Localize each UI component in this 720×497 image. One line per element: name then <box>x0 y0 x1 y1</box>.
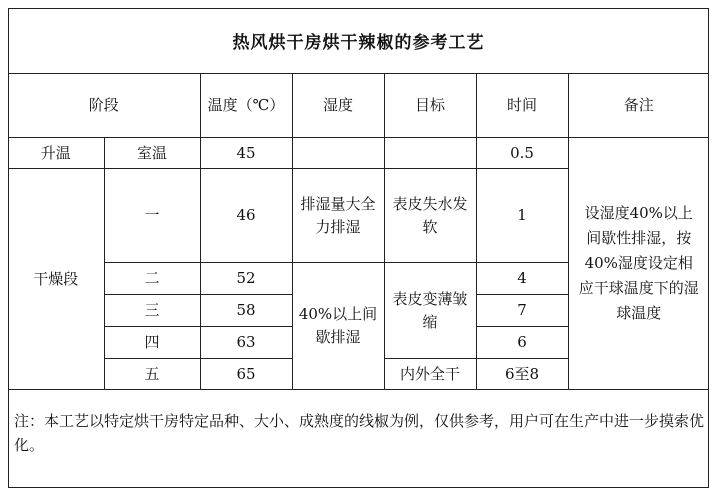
temperature-cell: 45 <box>200 138 292 169</box>
time-cell: 4 <box>476 263 568 295</box>
time-cell: 0.5 <box>476 138 568 169</box>
header-row <box>8 73 709 138</box>
footnote: 注：本工艺以特定烘干房特定品种、大小、成熟度的线椒为例，仅供参考，用户可在生产中进一步摸索优化。 <box>14 412 705 454</box>
temperature-cell: 63 <box>200 327 292 359</box>
substage-cell: 三 <box>104 295 200 327</box>
substage-cell: 五 <box>104 359 200 390</box>
temperature-cell: 58 <box>200 295 292 327</box>
substage-cell: 二 <box>104 263 200 295</box>
header-time: 时间 <box>476 73 568 138</box>
stage-heating: 升温 <box>8 138 104 169</box>
target-cell-empty <box>384 138 476 169</box>
substage-cell: 一 <box>104 169 200 263</box>
table-title: 热风烘干房烘干辣椒的参考工艺 <box>8 8 709 74</box>
time-cell: 6 <box>476 327 568 359</box>
target-cell-merged: 表皮变薄皱缩 <box>384 263 476 359</box>
substage-room-temp: 室温 <box>104 138 200 169</box>
remark-cell: 设湿度40%以上间歇性排湿，按40%湿度设定相应干球温度下的湿球温度 <box>568 138 709 390</box>
header-stage: 阶段 <box>8 73 200 138</box>
time-cell: 7 <box>476 295 568 327</box>
substage-cell: 四 <box>104 327 200 359</box>
target-cell: 内外全干 <box>384 359 476 390</box>
time-cell: 6至8 <box>476 359 568 390</box>
table-row <box>8 138 709 169</box>
target-cell: 表皮失水发软 <box>384 169 476 263</box>
time-cell: 1 <box>476 169 568 263</box>
temperature-cell: 52 <box>200 263 292 295</box>
humidity-cell-empty <box>292 138 384 169</box>
header-remark: 备注 <box>568 73 709 138</box>
process-table <box>8 73 709 390</box>
header-temperature: 温度（℃） <box>200 73 292 138</box>
temperature-cell: 65 <box>200 359 292 390</box>
stage-drying: 干燥段 <box>8 169 104 390</box>
header-humidity: 湿度 <box>292 73 384 138</box>
header-target: 目标 <box>384 73 476 138</box>
humidity-cell: 排湿量大全力排湿 <box>292 169 384 263</box>
humidity-cell-merged: 40%以上间歇排湿 <box>292 263 384 390</box>
temperature-cell: 46 <box>200 169 292 263</box>
